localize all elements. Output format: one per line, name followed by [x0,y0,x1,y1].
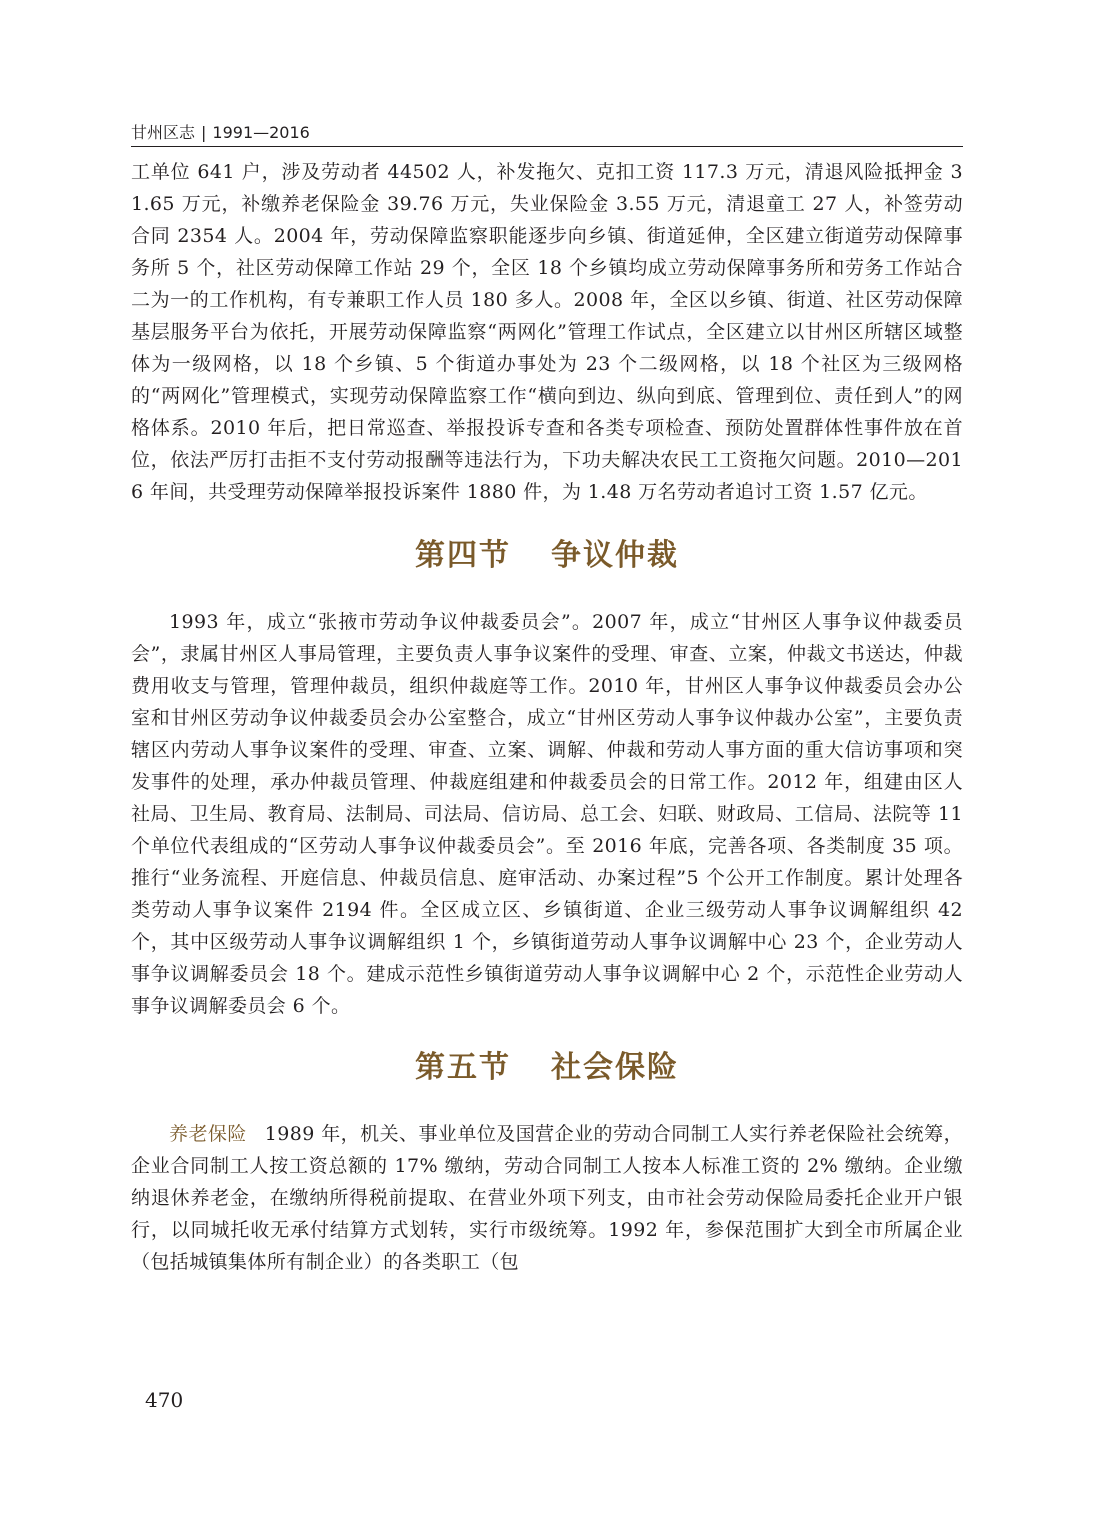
section-heading-dispute-arbitration [131,536,963,576]
book-title: 甘州区志 [131,123,196,142]
running-header [131,122,963,144]
paragraph-text: 1989 年，机关、事业单位及国营企业的劳动合同制工人实行养老保险社会统筹，企业合同制工人按工资总额的 17% 缴纳，劳动合同制工人按本人标准工资的 2% 缴纳。企业缴纳退休养老金，在缴纳所得税前提取、在营业外项下列支，由市社会劳动保险局委托企业开户银行，以同城托收无承付结算方式划转，实行市级统筹。1992 年，参保范围扩大到全市所属企业（包括城镇集体所有制企业）的各类职工（包 [131,1123,963,1273]
header-separator: | [201,123,207,142]
section-title: 争议仲裁 [551,538,679,573]
header-years: 1991—2016 [212,123,310,142]
section-number: 第五节 [415,1050,511,1085]
section-title: 社会保险 [551,1050,679,1085]
header-rule [131,146,963,147]
section-heading-social-insurance [131,1048,963,1088]
paragraph-labor-inspection: 工单位 641 户，涉及劳动者 44502 人，补发拖欠、克扣工资 117.3 万元，清退风险抵押金 31.65 万元，补缴养老保险金 39.76 万元，失业保险金 3.55 万元，清退童工 27 人，补签劳动合同 2354 人。2004 年，劳动保障监察职能逐步向乡镇、街道延伸，全区建立街道劳动保障事务所 5 个，社区劳动保障工作站 29 个，全区 18 个乡镇均成立劳动保障事务所和劳务工作站合二为一的工作机构，有专兼职工作人员 180 多人。2008 年，全区以乡镇、街道、社区劳动保障基层服务平台为依托，开展劳动保障监察“两网化”管理工作试点，全区建立以甘州区所辖区域整体为一级网格，以 18 个乡镇、5 个街道办事处为 23 个二级网格，以 18 个社区为三级网格的“两网化”管理模式，实现劳动保障监察工作“横向到边、纵向到底、管理到位、责任到人”的网格体系。2010 年后，把日常巡查、举报投诉专查和各类专项检查、预防处置群体性事件放在首位，依法严厉打击拒不支付劳动报酬等违法行为，下功夫解决农民工工资拖欠问题。2010—2016 年间，共受理劳动保障举报投诉案件 1880 件，为 1.48 万名劳动者追讨工资 1.57 亿元。 [131,161,963,503]
page-number: 470 [145,1388,184,1412]
page-body [131,156,963,1278]
lead-term: 养老保险 [169,1123,247,1145]
paragraph-dispute-arbitration: 1993 年，成立“张掖市劳动争议仲裁委员会”。2007 年，成立“甘州区人事争议仲裁委员会”，隶属甘州区人事局管理，主要负责人事争议案件的受理、审查、立案，仲裁文书送达，仲裁费用收支与管理，管理仲裁员，组织仲裁庭等工作。2010 年，甘州区人事争议仲裁委员会办公室和甘州区劳动争议仲裁委员会办公室整合，成立“甘州区劳动人事争议仲裁办公室”，主要负责辖区内劳动人事争议案件的受理、审查、立案、调解、仲裁和劳动人事方面的重大信访事项和突发事件的处理，承办仲裁员管理、仲裁庭组建和仲裁委员会的日常工作。2012 年，组建由区人社局、卫生局、教育局、法制局、司法局、信访局、总工会、妇联、财政局、工信局、法院等 11 个单位代表组成的“区劳动人事争议仲裁委员会”。至 2016 年底，完善各项、各类制度 35 项。推行“业务流程、开庭信息、仲裁员信息、庭审活动、办案过程”5 个公开工作制度。累计处理各类劳动人事争议案件 2194 件。全区成立区、乡镇街道、企业三级劳动人事争议调解组织 42 个，其中区级劳动人事争议调解组织 1 个，乡镇街道劳动人事争议调解中心 23 个，企业劳动人事争议调解委员会 18 个。建成示范性乡镇街道劳动人事争议调解中心 2 个，示范性企业劳动人事争议调解委员会 6 个。 [131,611,963,1017]
section-number: 第四节 [415,538,511,573]
paragraph-pension-insurance [131,1118,963,1278]
